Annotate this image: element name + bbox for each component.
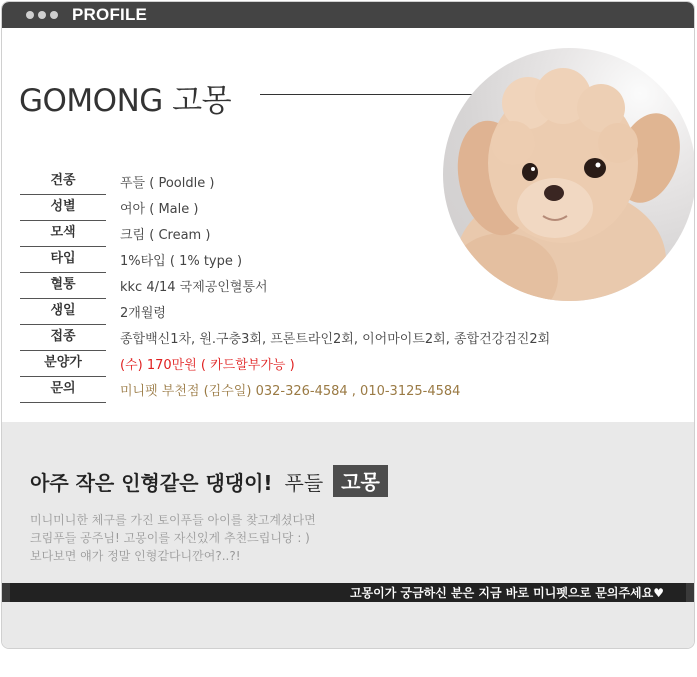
spec-value: kkc 4/14 국제공인혈통서 <box>120 280 268 295</box>
spec-label: 모색 <box>20 221 106 247</box>
intro-section <box>2 422 694 648</box>
spec-value: 종합백신1차, 원.구충3회, 프론트라인2회, 이어마이트2회, 종합건강검진2회 <box>120 332 551 347</box>
puppy-photo <box>443 48 695 301</box>
spec-label: 타입 <box>20 247 106 273</box>
dot-icon <box>38 11 46 19</box>
spec-label: 성별 <box>20 195 106 221</box>
tagline-breed: 푸들 <box>284 470 324 495</box>
profile-header-bar <box>2 2 694 28</box>
cta-bar <box>2 583 694 602</box>
dot-icon <box>50 11 58 19</box>
tagline-name-badge: 고몽 <box>333 465 388 497</box>
cta-text: 고몽이가 궁금하신 분은 지금 바로 미니펫으로 문의주세요♥ <box>349 586 664 600</box>
spec-label: 분양가 <box>20 351 106 377</box>
puppy-illustration <box>443 48 695 301</box>
dot-icon <box>26 11 34 19</box>
spec-label: 문의 <box>20 377 106 403</box>
window-dots <box>26 11 58 19</box>
dog-name-heading: GOMONG 고몽 <box>19 83 232 119</box>
spec-label: 혈통 <box>20 273 106 299</box>
contact-value: 미니펫 부천점 (김수일) 032-326-4584 , 010-3125-4584 <box>120 384 461 399</box>
price-value: (수) 170만원 ( 카드할부가능 ) <box>120 358 295 373</box>
spec-label: 생일 <box>20 299 106 325</box>
tagline-main: 아주 작은 인형같은 댕댕이! <box>30 470 273 495</box>
spec-label: 견종 <box>20 169 106 195</box>
spec-value: 1%타입 ( 1% type ) <box>120 254 243 269</box>
spec-value: 푸들 ( Pooldle ) <box>120 176 215 191</box>
tagline <box>30 465 388 497</box>
heading-divider <box>260 94 472 95</box>
description-line: 보다보면 얘가 정말 인형같다니깐여?..?! <box>30 549 241 563</box>
description-line: 크림푸들 공주님! 고몽이를 자신있게 추천드립니당 : ) <box>30 531 310 545</box>
spec-value: 크림 ( Cream ) <box>120 228 211 243</box>
header-title: PROFILE <box>72 5 148 24</box>
spec-value: 2개월령 <box>120 306 166 321</box>
spec-value: 여아 ( Male ) <box>120 202 199 217</box>
profile-card <box>1 1 695 649</box>
spec-label: 접종 <box>20 325 106 351</box>
description-line: 미니미니한 체구를 가진 토이푸들 아이를 찾고계셨다면 <box>30 513 316 527</box>
description <box>30 511 316 565</box>
